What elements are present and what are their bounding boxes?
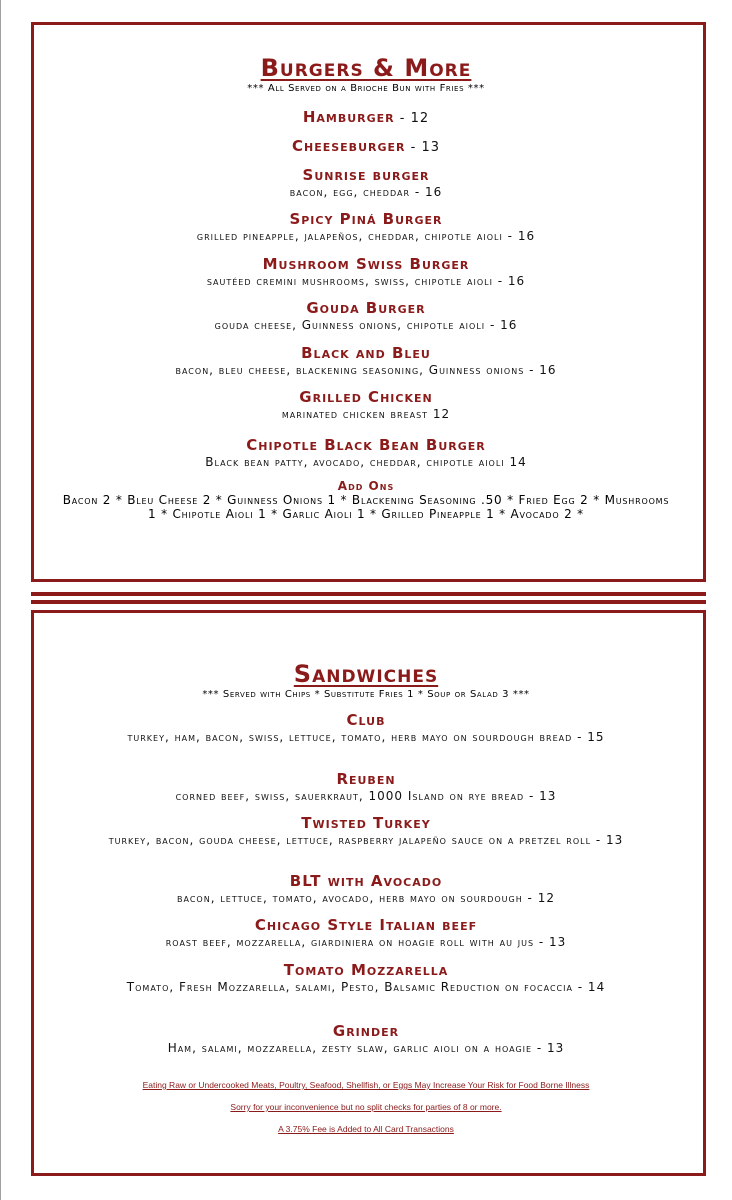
item-name: BLT with Avocado [289,872,443,890]
item-desc: Ham, salami, mozzarella, zesty slaw, garlic aioli on a hoagie - 13 [167,1041,565,1055]
item-name: Sunrise burger [302,166,430,184]
menu-item [0,436,732,470]
menu-item [0,108,732,128]
menu-item [0,166,732,200]
item-desc: bacon, bleu cheese, blackening seasoning, Guinness onions - 16 [175,363,557,377]
item-desc: Tomato, Fresh Mozzarella, salami, Pesto, Balsamic Reduction on focaccia - 14 [126,980,606,994]
notes-block [0,1080,732,1091]
menu-item [0,770,732,804]
item-desc: marinated chicken breast 12 [281,407,451,421]
split-check-note: Sorry for your inconvenience but no split checks for parties of 8 or more. [230,1102,502,1112]
item-name: Hamburger [302,108,395,126]
menu-item [0,1022,732,1056]
burgers-section [0,54,732,96]
menu-item [0,711,732,745]
item-name: Club [346,711,386,729]
burgers-subtitle: *** All Served on a Brioche Bun with Fries *** [247,83,485,94]
item-desc: roast beef, mozzarella, giardiniera on hoagie roll with au jus - 13 [165,935,567,949]
sandwiches-section [0,660,732,702]
item-name: Gouda Burger [306,299,426,317]
menu-item [0,255,732,289]
item-desc: corned beef, swiss, sauerkraut, 1000 Island on rye bread - 13 [175,789,557,803]
menu-item [0,299,732,333]
item-name: Chicago Style Italian beef [254,916,478,934]
sandwiches-title: Sandwiches [293,660,439,688]
item-desc: gouda cheese, Guinness onions, chipotle aioli - 16 [214,318,518,332]
divider-rule-1 [31,592,706,596]
item-name: Tomato Mozzarella [283,961,449,979]
menu-item [0,137,732,157]
item-price: - 12 [394,111,430,126]
menu-item [0,916,732,950]
menu-item [0,872,732,906]
item-name: Chipotle Black Bean Burger [246,436,486,454]
menu-item [0,210,732,244]
item-name: Grinder [332,1022,400,1040]
sandwiches-subtitle: *** Served with Chips * Substitute Fries 1 * Soup or Salad 3 *** [202,689,530,700]
item-name: Reuben [336,770,396,788]
menu-item [0,961,732,995]
menu-item [0,388,732,422]
addons-block [0,479,732,521]
addons-title: Add Ons [337,479,395,493]
item-desc: Black bean patty, avocado, cheddar, chipotle aioli 14 [205,455,527,469]
item-name: Twisted Turkey [301,814,431,832]
item-desc: grilled pineapple, jalapeños, cheddar, chipotle aioli - 16 [196,229,536,243]
burgers-title: Burgers & More [260,54,472,82]
notes-block [0,1102,732,1113]
item-desc: sautéed cremini mushrooms, swiss, chipotle aioli - 16 [206,274,526,288]
menu-item [0,344,732,378]
item-name: Black and Bleu [301,344,431,362]
item-price: - 13 [405,140,440,155]
addons-text: Bacon 2 * Bleu Cheese 2 * Guinness Onions 1 * Blackening Seasoning .50 * Fried Egg 2 * Mushrooms 1 * Chipotle Aioli 1 * Garlic Aioli 1 * Grilled Pineapple 1 * Avocado 2 * [62,493,670,521]
item-name: Spicy Piná Burger [289,210,443,228]
item-name: Cheeseburger [292,137,406,155]
card-fee-note: A 3.75% Fee is Added to All Card Transactions [278,1124,454,1134]
notes-block [0,1124,732,1135]
item-name: Grilled Chicken [299,388,433,406]
menu-item [0,814,732,848]
item-name: Mushroom Swiss Burger [262,255,470,273]
item-desc: turkey, ham, bacon, swiss, lettuce, tomato, herb mayo on sourdough bread - 15 [127,730,605,744]
item-desc: turkey, bacon, gouda cheese, lettuce, raspberry jalapeño sauce on a pretzel roll - 13 [108,833,624,847]
item-desc: bacon, lettuce, tomato, avocado, herb mayo on sourdough - 12 [177,891,555,905]
divider-rule-2 [31,600,706,604]
item-desc: bacon, egg, cheddar - 16 [289,185,443,199]
health-warning-note: Eating Raw or Undercooked Meats, Poultry, Seafood, Shellfish, or Eggs May Increase Your Risk for Food Borne Illness [142,1080,590,1090]
